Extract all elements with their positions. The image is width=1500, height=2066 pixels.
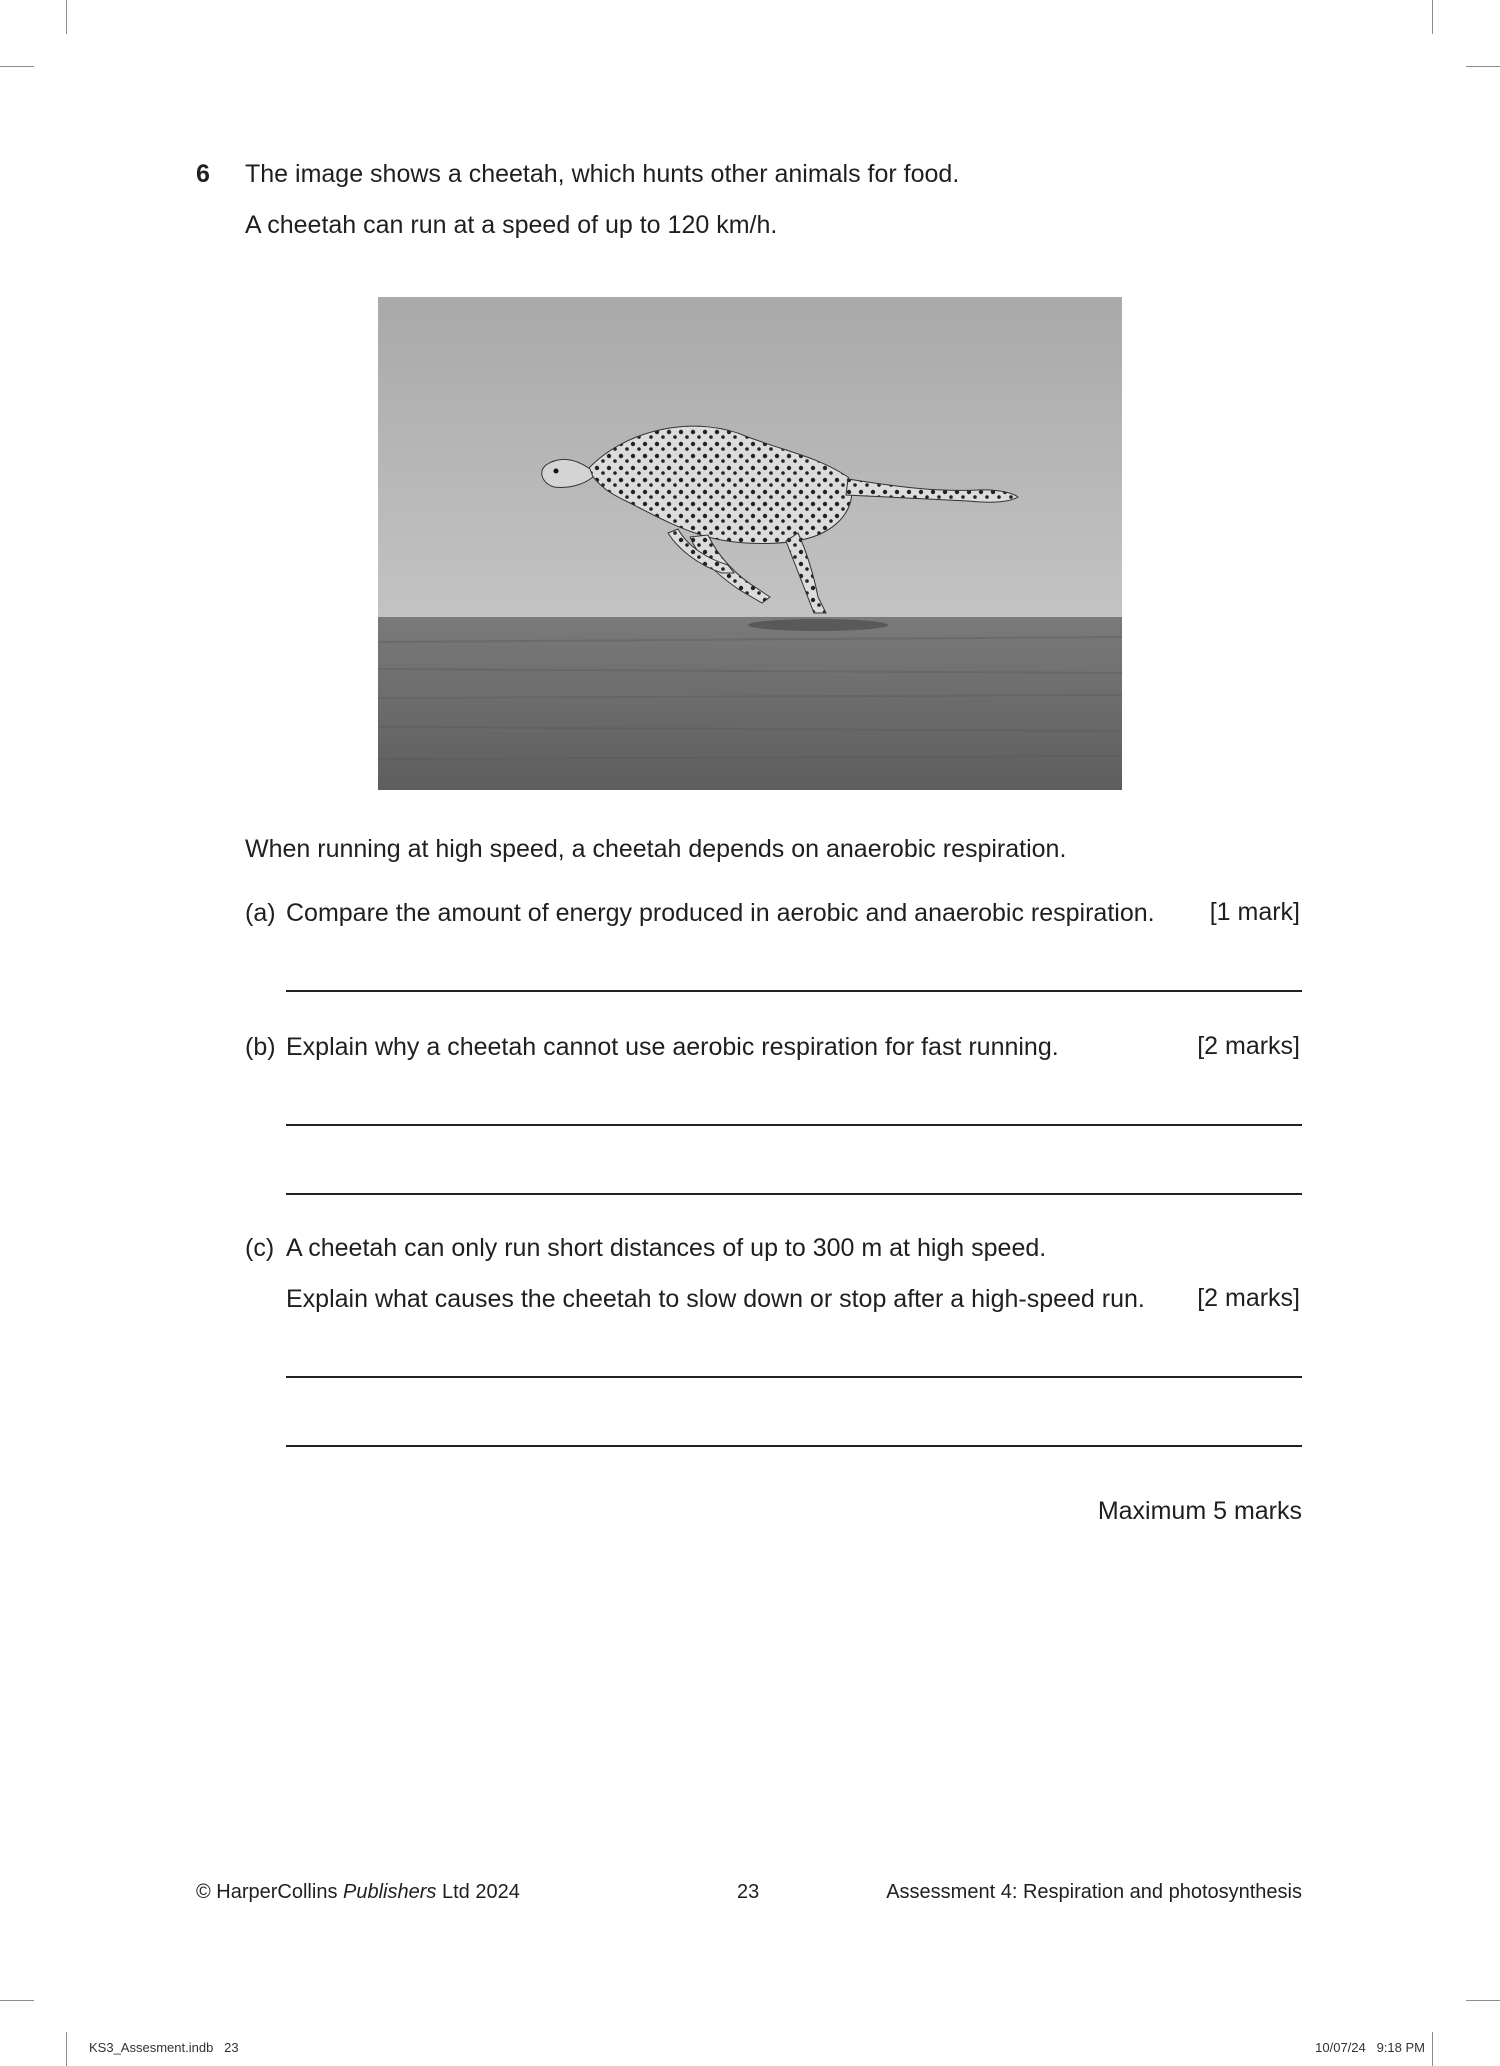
cheetah-shadow xyxy=(748,619,888,631)
crop-mark-bottom-right-h xyxy=(1466,2000,1500,2001)
crop-mark-bottom-left-v xyxy=(66,2032,67,2066)
footer-section-title: Assessment 4: Respiration and photosynthesis xyxy=(886,1881,1302,1903)
part-a-text: Compare the amount of energy produced in aerobic and anaerobic respiration. xyxy=(286,899,1155,927)
copyright-suffix: Ltd 2024 xyxy=(436,1881,520,1903)
part-c-text-line2: Explain what causes the cheetah to slow down or stop after a high-speed run. xyxy=(286,1285,1145,1313)
crop-mark-top-left-h xyxy=(0,66,34,67)
crop-mark-bottom-left-h xyxy=(0,2000,34,2001)
part-c-text-line1: A cheetah can only run short distances of up to 300 m at high speed. xyxy=(286,1234,1047,1262)
part-c-marks: [2 marks] xyxy=(1197,1284,1300,1312)
copyright-publishers: Publishers xyxy=(343,1881,437,1903)
slug-file: KS3_Assesment.indb 23 xyxy=(89,2040,239,2055)
crop-mark-top-right-h xyxy=(1466,66,1500,67)
cheetah-photo xyxy=(378,297,1122,790)
answer-line-c1[interactable] xyxy=(286,1376,1302,1378)
part-a-marks: [1 mark] xyxy=(1209,898,1300,926)
part-a-label: (a) xyxy=(245,899,276,927)
page-number: 23 xyxy=(737,1881,760,1903)
crop-mark-top-right-v xyxy=(1432,0,1433,34)
answer-line-b1[interactable] xyxy=(286,1124,1302,1126)
copyright-prefix: © HarperCollins xyxy=(196,1881,344,1903)
part-b-label: (b) xyxy=(245,1033,276,1061)
part-c-label: (c) xyxy=(245,1234,275,1262)
question-number: 6 xyxy=(196,160,210,188)
context-text: When running at high speed, a cheetah depends on anaerobic respiration. xyxy=(245,835,1067,863)
ground xyxy=(378,617,1122,790)
part-b-marks: [2 marks] xyxy=(1197,1032,1300,1060)
answer-line-a1[interactable] xyxy=(286,990,1302,992)
crop-mark-top-left-v xyxy=(66,0,67,34)
part-b-text: Explain why a cheetah cannot use aerobic respiration for fast running. xyxy=(286,1033,1059,1061)
maximum-marks: Maximum 5 marks xyxy=(1097,1497,1302,1525)
answer-line-c2[interactable] xyxy=(286,1445,1302,1447)
answer-line-b2[interactable] xyxy=(286,1193,1302,1195)
slug-timestamp: 10/07/24 9:18 PM xyxy=(1315,2040,1425,2055)
question-intro-line2: A cheetah can run at a speed of up to 120 km/h. xyxy=(245,211,778,239)
footer-copyright xyxy=(196,1881,520,1904)
question-intro-line1: The image shows a cheetah, which hunts other animals for food. xyxy=(245,160,960,188)
crop-mark-bottom-right-v xyxy=(1432,2032,1433,2066)
